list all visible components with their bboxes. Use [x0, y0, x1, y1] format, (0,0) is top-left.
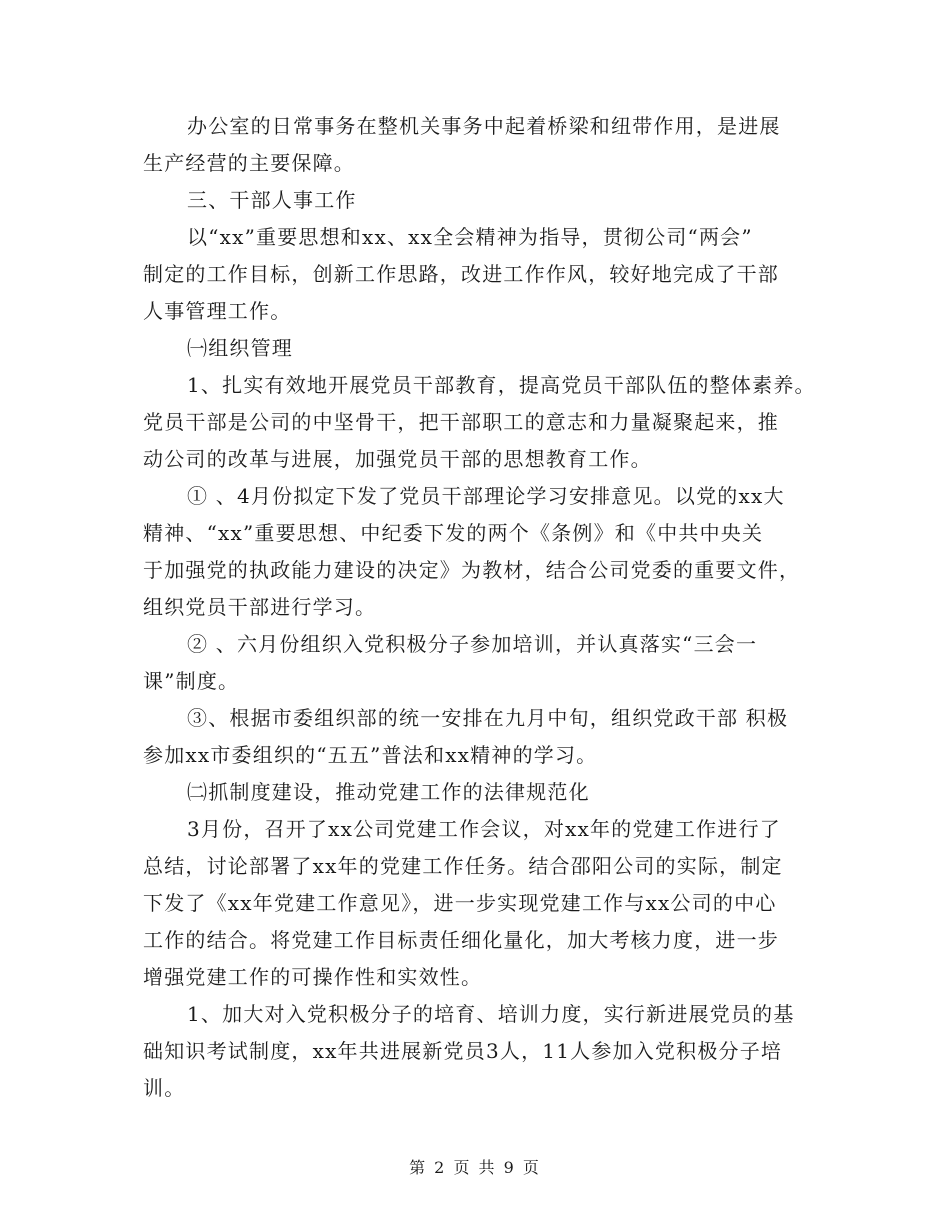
text-line: 课”制度。 [143, 669, 240, 693]
text-line: 三、干部人事工作 [187, 188, 357, 212]
text-line: 动公司的改革与进展，加强党员干部的思想教育工作。 [143, 447, 652, 471]
text-line: 3月份，召开了xx公司党建工作会议，对xx年的党建工作进行了 [187, 817, 781, 841]
text-line: 1、扎实有效地开展党员干部教育，提高党员干部队伍的整体素养。 [187, 373, 816, 397]
text-line: 精神、“xx”重要思想、中纪委下发的两个《条例》和《中共中央关 [143, 521, 764, 545]
text-line: 下发了《xx年党建工作意见》，进一步实现党建工作与xx公司的中心 [143, 891, 777, 915]
text-line: 参加xx市委组织的“五五”普法和xx精神的学习。 [143, 743, 598, 767]
text-line: 工作的结合。将党建工作目标责任细化量化，加大考核力度，进一步 [143, 928, 779, 952]
text-line: 生产经营的主要保障。 [143, 151, 355, 175]
page-footer: 第 2 页 共 9 页 [409, 1158, 541, 1177]
text-line: 1、加大对入党积极分子的培育、培训力度，实行新进展党员的基 [187, 1002, 795, 1026]
text-line: 训。 [143, 1076, 186, 1100]
text-line: 制定的工作目标，创新工作思路，改进工作作风，较好地完成了干部 [143, 262, 779, 286]
text-line: ③、根据市委组织部的统一安排在九月中旬，组织党政干部 积极 [187, 706, 789, 730]
document-body [143, 108, 823, 1107]
text-line: 础知识考试制度，xx年共进展新党员3人，11人参加入党积极分子培 [143, 1039, 783, 1063]
text-line: 党员干部是公司的中坚骨干，把干部职工的意志和力量凝聚起来，推 [143, 410, 779, 434]
text-line: ㈡抓制度建设，推动党建工作的法律规范化 [187, 780, 590, 804]
text-line: ① 、4月份拟定下发了党员干部理论学习安排意见。以党的xx大 [187, 484, 785, 508]
text-line: 总结，讨论部署了xx年的党建工作任务。结合邵阳公司的实际，制定 [143, 854, 783, 878]
text-line: ② 、六月份组织入党积极分子参加培训，并认真落实“三会一 [187, 632, 758, 656]
text-line: 以“xx”重要思想和xx、xx全会精神为指导，贯彻公司“两会” [187, 225, 753, 249]
text-line: 增强党建工作的可操作性和实效性。 [143, 965, 483, 989]
text-line: ㈠组织管理 [187, 336, 293, 360]
text-line: 组织党员干部进行学习。 [143, 595, 377, 619]
text-line: 于加强党的执政能力建设的决定》为教材，结合公司党委的重要文件， [143, 558, 801, 582]
text-line: 办公室的日常事务在整机关事务中起着桥梁和纽带作用，是进展 [187, 114, 781, 138]
text-line: 人事管理工作。 [143, 299, 292, 323]
